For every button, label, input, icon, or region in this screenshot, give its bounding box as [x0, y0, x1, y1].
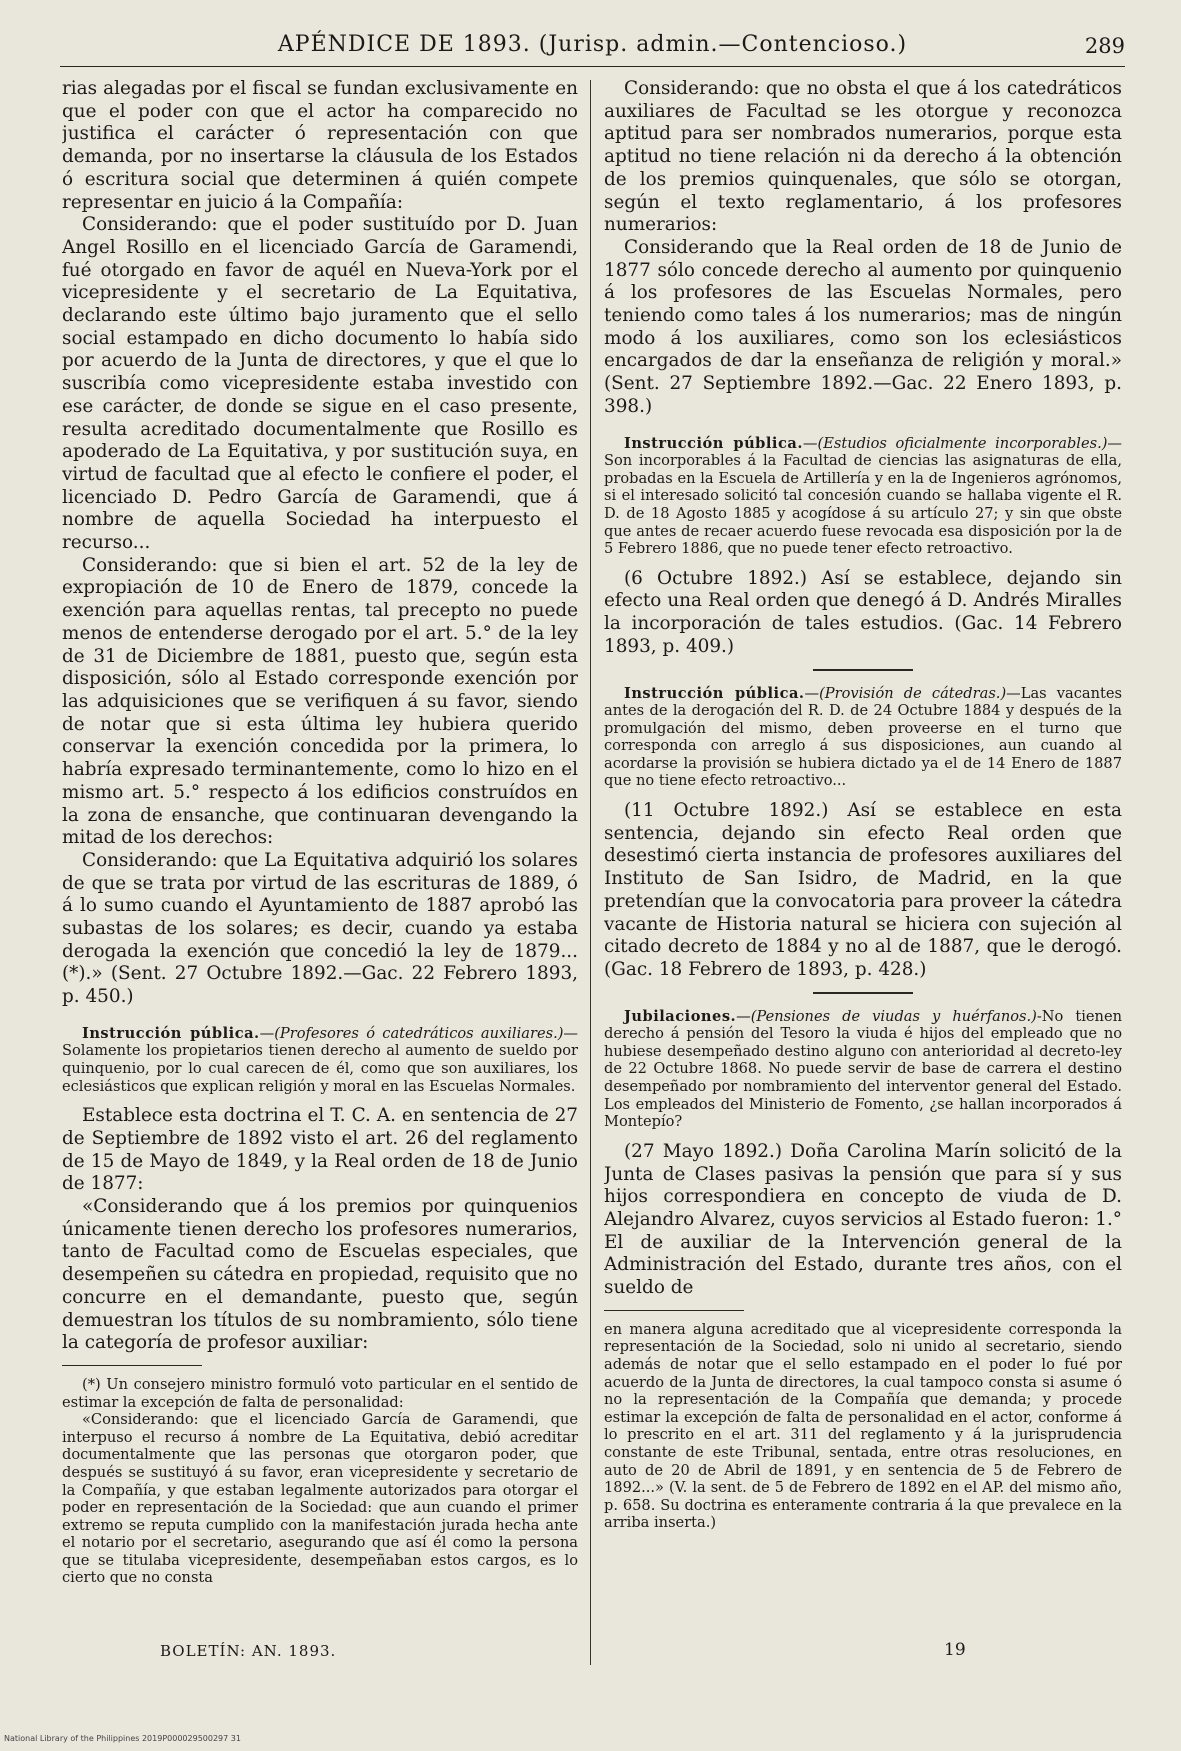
paragraph: Considerando: que La Equitativa adquirió los solares de que se trata por virtud de las escrituras de 1889, ó á lo sumo cuando el Ayuntamiento de 1887 aprobó las subastas de los solares; es decir, cuando ya estaba derogada la exención que concedió la ley de 1879... (*).» (Sent. 27 Octubre 1892.—Gac. 22 Febrero 1893, p. 450.) — [62, 849, 578, 1008]
footnote: (*) Un consejero ministro formuló voto particular en el sentido de estimar la excepción de falta de personalidad: — [62, 1375, 578, 1411]
section-subtitle: —(Pensiones de viudas y huérfanos.) — [736, 1007, 1037, 1025]
column-divider — [590, 80, 591, 1665]
paragraph: Considerando: que si bien el art. 52 de la ley de expropiación de 10 de Enero de 1879, concede la exención para aquellas rentas, tal precepto no puede menos de entenderse derogado por el art. 5.° de la ley de 31 de Diciembre de 1881, puesto que, según esta disposición, sólo al Estado corresponde exención por las adquisiciones que se verifiquen á su favor, siendo de notar que si esta última ley hubiera querido conservar la exención concedida por la primera, lo habría expresado terminantemente, como lo hizo en el mismo art. 5.° respecto á los edificios construídos en la zona de ensanche, que continuaran devengando la mitad de los derechos: — [62, 554, 578, 849]
paragraph: (11 Octubre 1892.) Así se establece en esta sentencia, dejando sin efecto Real orden que desestimó cierta instancia de profesores auxiliares del Instituto de San Isidro, de Madrid, en la que pretendían que la convocatoria para proveer la cátedra vacante de Historia natural se hiciera con sujeción al citado decreto de 1884 y no al de 1887, que le derogó. (Gac. 18 Febrero de 1893, p. 428.) — [604, 800, 1122, 980]
section-rule — [813, 992, 913, 994]
paragraph: rias alegadas por el fiscal se fundan exclusivamente en que el poder con que el actor ha comparecido no justifica el carácter ó representación con que demanda, por no insertarse la cláusula de los Estados ó escritura social que determinen á quién compete representar en juicio á la Compañía: — [62, 78, 578, 213]
paragraph: «Considerando que á los premios por quinquenios únicamente tienen derecho los profesores numerarios, tanto de Facultad como de Escuelas especiales, que desempeñen su cátedra en propiedad, requisito que no concurre en el demandante, puesto que, según demuestran los títulos de su nombramiento, sólo tiene la categoría de profesor auxiliar: — [62, 1196, 578, 1354]
section-subtitle: —(Estudios oficialmente incorporables.) — [802, 434, 1108, 452]
section-heading: Instrucción pública. — [82, 1024, 260, 1042]
paragraph: Considerando: que el poder sustituído por D. Juan Angel Rosillo en el licenciado García de Garamendi, fué otorgado en favor de aquél en Nueva-York por el vicepresidente y el secretario de La Equitativa, declarando este último bajo juramento que el sello social estampado en dicho documento lo había sido por acuerdo de la Junta de directores, y que el que lo suscribía como vicepresidente estaba investido con ese carácter, de donde se sigue en el caso presente, resulta acreditado documentalmente que Rosillo es apoderado de La Equitativa, y por sustitución suya, en virtud de facultad que al efecto le confiere el poder, el licenciado D. Pedro García de Garamendi, que á nombre de aquella Sociedad ha interpuesto el recurso... — [62, 214, 578, 554]
footnote: «Considerando: que el licenciado García de Garamendi, que interpuso el recurso á nombre de La Equitativa, debió acreditar documentalmente que las personas que otorgaron poder, que después se sustituyó á su favor, eran vicepresidente y secretario de la Compañía, y que estaban legalmente autorizados para otorgar el poder en representación de la Sociedad: que aun cuando el primer extremo se reputa cumplido con la manifestación jurada hecha ante el notario por el secretario, asegurando que así él como la persona que se titulaba vicepresidente, desempeñaban estos cargos, es lo cierto que no consta — [62, 1411, 578, 1587]
section-subtitle: —(Profesores ó catedráticos auxiliares.) — [259, 1024, 564, 1042]
paragraph: Establece esta doctrina el T. C. A. en sentencia de 27 de Septiembre de 1892 visto el art. 26 del reglamento de 15 de Mayo de 1849, y la Real orden de 18 de Junio de 1877: — [62, 1105, 578, 1195]
section-heading: Jubilaciones. — [624, 1007, 737, 1025]
section-heading: Instrucción pública. — [624, 684, 805, 702]
section-summary: —Son incorporables á la Facultad de ciencias las asignaturas de ella, probadas en la Escuela de Artillería y en la de Ingenieros agrónomos, si el interesado solicitó tal concesión cuando se hallaba vigente el R. D. de 18 Agosto 1885 y acogídose á su artículo 27; y sin que obste que antes de recaer acuerdo fuese revocada esa disposición por la de 5 Febrero 1886, que no puede tener efecto retroactivo. — [604, 434, 1122, 558]
sheet-number: 19 — [944, 1640, 966, 1660]
section-entry — [604, 435, 1122, 558]
section-summary: —Las vacantes antes de la derogación del R. D. de 24 Octubre 1884 y después de la promulgación del mismo, deben proveerse en el turno que corresponda con arreglo á sus disposiciones, aun cuando al acordarse la provisión se hubiera dictado ya el de 14 Enero de 1887 que no tiene efecto retroactivo... — [604, 684, 1122, 790]
section-rule — [813, 669, 913, 671]
section-subtitle: —(Provisión de cátedras.) — [804, 684, 1007, 702]
running-header — [60, 32, 1125, 67]
library-stamp: National Library of the Philippines 2019P000029500297 31 — [4, 1734, 241, 1743]
paragraph: Considerando que la Real orden de 18 de Junio de 1877 sólo concede derecho al aumento por quinquenio á los profesores de las Escuelas Normales, pero teniendo como tales á los numerarios; mas de ningún modo á los auxiliares, como son los eclesiásticos encargados de dar la enseñanza de religión y moral.» (Sent. 27 Septiembre 1892.—Gac. 22 Enero 1893, p. 398.) — [604, 236, 1122, 417]
page-number: 289 — [1084, 34, 1125, 58]
section-entry — [62, 1025, 578, 1095]
left-column — [62, 78, 578, 1587]
section-summary: —Solamente los propietarios tienen derecho al aumento de sueldo por quinquenio, por lo cual carecen de él, como que son auxiliares, los eclesiásticos que explican religión y moral en las Escuelas Normales. — [62, 1024, 578, 1095]
section-entry — [604, 1008, 1122, 1131]
section-heading: Instrucción pública. — [624, 434, 803, 452]
footnote-continuation: en manera alguna acreditado que al vicepresidente corresponda la representación de la Sociedad, solo ni unido al secretario, siendo además de notar que el sello estampado en el poder lo fué por acuerdo de la Junta de directores, la cual tampoco consta si asume ó no la representación de la Compañía que demanda; y procede estimar la excepción de falta de personalidad en el actor, conforme á lo prescrito en el art. 311 del reglamento y á la jurisprudencia constante de este Tribunal, sentada, entre otras resoluciones, en auto de 20 de Abril de 1891, y en sentencia de 5 de Febrero de 1892...» (V. la sent. de 5 de Febrero de 1892 en el AP. del mismo año, p. 658. Su doctrina es enteramente contraria á la que prevalece en la arriba inserta.) — [604, 1320, 1122, 1532]
footnote-rule — [62, 1365, 202, 1366]
paragraph: (27 Mayo 1892.) Doña Carolina Marín solicitó de la Junta de Clases pasivas la pensión que para sí y sus hijos correspondiera en concepto de viuda de D. Alejandro Alvarez, cuyos servicios al Estado fueron: 1.° El de auxiliar de la Intervención general de la Administración del Estado, durante tres años, con el sueldo de — [604, 1140, 1122, 1299]
header-title: APÉNDICE DE 1893. (Jurisp. admin.—Contencioso.) — [277, 32, 908, 57]
signature-line: BOLETÍN: AN. 1893. — [160, 1642, 337, 1660]
right-column — [604, 78, 1122, 1532]
section-entry — [604, 685, 1122, 791]
paragraph: Considerando: que no obsta el que á los catedráticos auxiliares de Facultad se les otorgue y reconozca aptitud para ser nombrados numerarios, porque esta aptitud no tiene relación ni da derecho á la obtención de los premios quinquenales, que sólo se otorgan, según el texto reglamentario, á los profesores numerarios: — [604, 78, 1122, 236]
paragraph: (6 Octubre 1892.) Así se establece, dejando sin efecto una Real orden que denegó á D. Andrés Miralles la incorporación de tales estudios. (Gac. 14 Febrero 1893, p. 409.) — [604, 567, 1122, 657]
section-summary: -No tienen derecho á pensión del Tesoro la viuda é hijos del empleado que no hubiese desempeñado destino alguno con anterioridad al decreto-ley de 22 Octubre 1868. No puede servir de base de carrera el destino desempeñado por nombramiento del interventor general del Estado. Los empleados del Ministerio de Fomento, ¿se hallan incorporados á Montepío? — [604, 1007, 1122, 1131]
footnote-rule — [604, 1310, 744, 1311]
